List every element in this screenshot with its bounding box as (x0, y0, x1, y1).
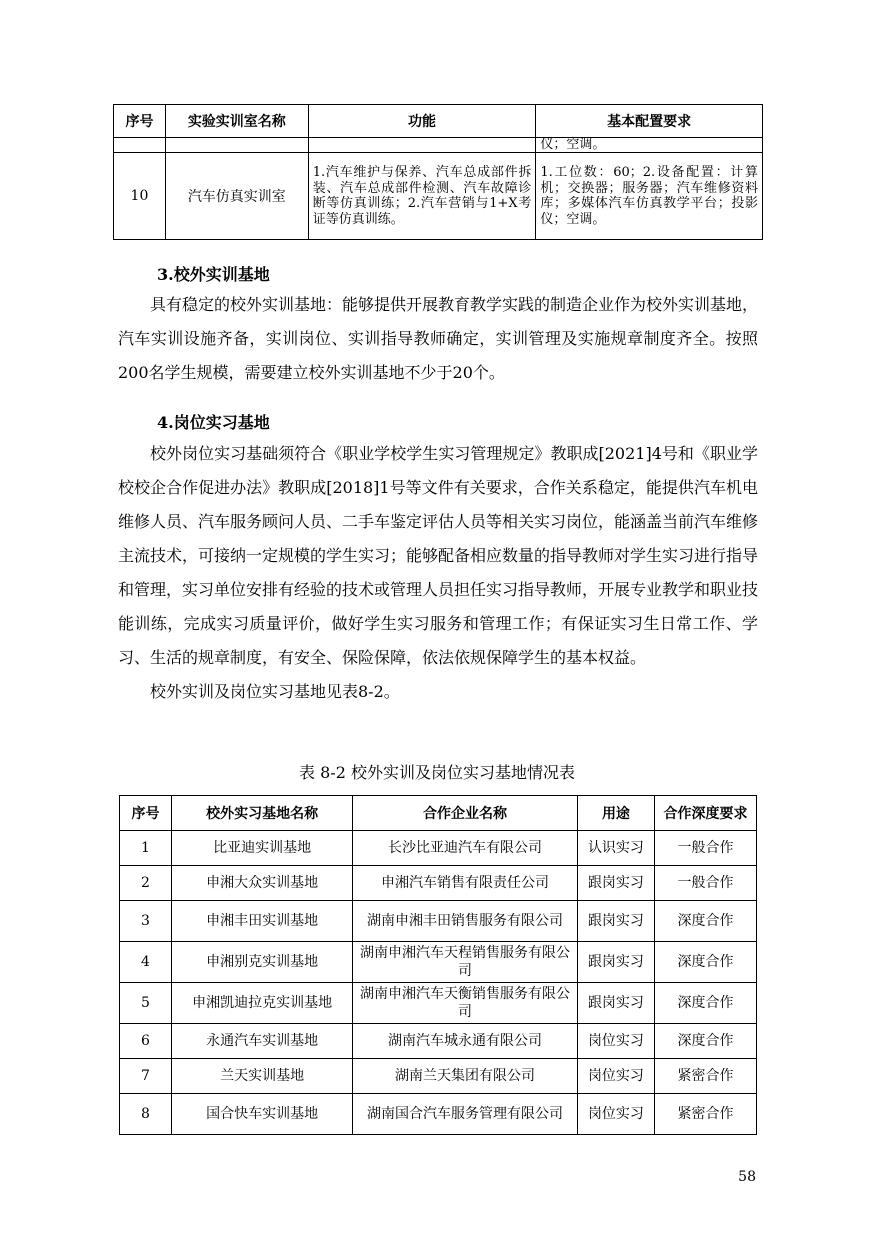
paragraph: 校外岗位实习基础须符合《职业学校学生实习管理规定》教职成[2021]4号和《职业学校校企合作促进办法》教职成[2018]1号等文件有关要求，合作关系稳定，能提供汽车机电维修人员、汽车服务顾问人员、二手车鉴定评估人员等相关实习岗位，能涵盖当前汽车维修主流技术，可接纳一定规模的学生实习；能够配备相应数量的指导教师对学生实习进行指导和管理，实习单位安排有经验的技术或管理人员担任实习指导教师，开展专业教学和职业技能训练，完成实习质量评价，做好学生实习服务和管理工作；有保证实习生日常工作、学习、生活的规章制度，有安全、保险保障，依法依规保障学生的基本权益。 (118, 444, 759, 667)
depth: 紧密合作 (654, 1094, 756, 1135)
section-4-text (118, 437, 758, 709)
company-name: 长沙比亚迪汽车有限公司 (353, 831, 578, 866)
base-name: 国合快车实训基地 (172, 1094, 353, 1135)
function-cell: 1.汽车维护与保养、汽车总成部件拆装、汽车总成部件检测、汽车故障诊断等仿真训练；2.汽车营销与1+X考证等仿真训练。 (308, 153, 536, 240)
row-no: 4 (120, 942, 172, 983)
page-number: 58 (738, 1169, 756, 1185)
lab-table (113, 104, 763, 240)
table-row (120, 831, 757, 866)
company-name: 湖南申湘丰田销售服务有限公司 (353, 901, 578, 942)
base-name: 兰天实训基地 (172, 1059, 353, 1094)
company-name: 湖南汽车城永通有限公司 (353, 1024, 578, 1059)
paragraph-note: 校外实训及岗位实习基地见表8-2。 (150, 682, 400, 701)
use: 跟岗实习 (577, 901, 654, 942)
use: 跟岗实习 (577, 942, 654, 983)
row-no: 3 (120, 901, 172, 942)
table-row (120, 1024, 757, 1059)
table-row (114, 153, 763, 240)
row-no: 8 (120, 1094, 172, 1135)
depth: 一般合作 (654, 866, 756, 901)
company-name: 申湘汽车销售有限责任公司 (353, 866, 578, 901)
header-room-name: 实验实训室名称 (165, 105, 308, 138)
depth: 深度合作 (654, 983, 756, 1024)
lab-table-header (114, 105, 763, 138)
row-no: 5 (120, 983, 172, 1024)
use: 岗位实习 (577, 1094, 654, 1135)
room-name: 汽车仿真实训室 (165, 153, 308, 240)
row-no: 1 (120, 831, 172, 866)
paragraph: 具有稳定的校外实训基地：能够提供开展教育教学实践的制造企业作为校外实训基地，汽车实训设施齐备，实训岗位、实训指导教师确定，实训管理及实施规章制度齐全。按照200名学生规模，需要建立校外实训基地不少于20个。 (118, 295, 759, 382)
base-table-header (120, 796, 757, 831)
row-no: 2 (120, 866, 172, 901)
table-row (120, 901, 757, 942)
base-name: 申湘凯迪拉克实训基地 (172, 983, 353, 1024)
company-name: 湖南国合汽车服务管理有限公司 (353, 1094, 578, 1135)
header-company: 合作企业名称 (353, 796, 578, 831)
depth: 深度合作 (654, 942, 756, 983)
depth: 深度合作 (654, 901, 756, 942)
use: 岗位实习 (577, 1024, 654, 1059)
header-use: 用途 (577, 796, 654, 831)
table-row (120, 1094, 757, 1135)
header-function: 功能 (308, 105, 536, 138)
section-3-heading: 3.校外实训基地 (157, 265, 270, 284)
table-row (120, 942, 757, 983)
config-cell: 1.工位数：60；2.设备配置：计算机；交换器；服务器；汽车维修资料库；多媒体汽车仿真教学平台；投影仪；空调。 (536, 153, 763, 240)
header-config: 基本配置要求 (536, 105, 763, 138)
header-base-name: 校外实习基地名称 (172, 796, 353, 831)
base-table (119, 795, 757, 1135)
company-name: 湖南兰天集团有限公司 (353, 1059, 578, 1094)
row-no: 6 (120, 1024, 172, 1059)
base-name: 比亚迪实训基地 (172, 831, 353, 866)
base-name: 申湘别克实训基地 (172, 942, 353, 983)
use: 跟岗实习 (577, 983, 654, 1024)
section-4-heading: 4.岗位实习基地 (157, 413, 270, 432)
table-caption: 表 8-2 校外实训及岗位实习基地情况表 (299, 763, 575, 782)
depth: 紧密合作 (654, 1059, 756, 1094)
table-row (114, 138, 763, 153)
table-row (120, 1059, 757, 1094)
header-no: 序号 (114, 105, 166, 138)
section-3-text (118, 288, 758, 390)
company-name: 湖南申湘汽车天衡销售服务有限公司 (353, 983, 578, 1024)
base-name: 申湘大众实训基地 (172, 866, 353, 901)
company-name: 湖南申湘汽车天程销售服务有限公司 (353, 942, 578, 983)
base-name: 申湘丰田实训基地 (172, 901, 353, 942)
header-no: 序号 (120, 796, 172, 831)
depth: 一般合作 (654, 831, 756, 866)
base-name: 永通汽车实训基地 (172, 1024, 353, 1059)
table-row (120, 983, 757, 1024)
row-no: 10 (114, 153, 166, 240)
table-row (120, 866, 757, 901)
use: 岗位实习 (577, 1059, 654, 1094)
header-depth: 合作深度要求 (654, 796, 756, 831)
use: 认识实习 (577, 831, 654, 866)
depth: 深度合作 (654, 1024, 756, 1059)
row-no: 7 (120, 1059, 172, 1094)
config-cell: 仪；空调。 (536, 138, 763, 153)
use: 跟岗实习 (577, 866, 654, 901)
